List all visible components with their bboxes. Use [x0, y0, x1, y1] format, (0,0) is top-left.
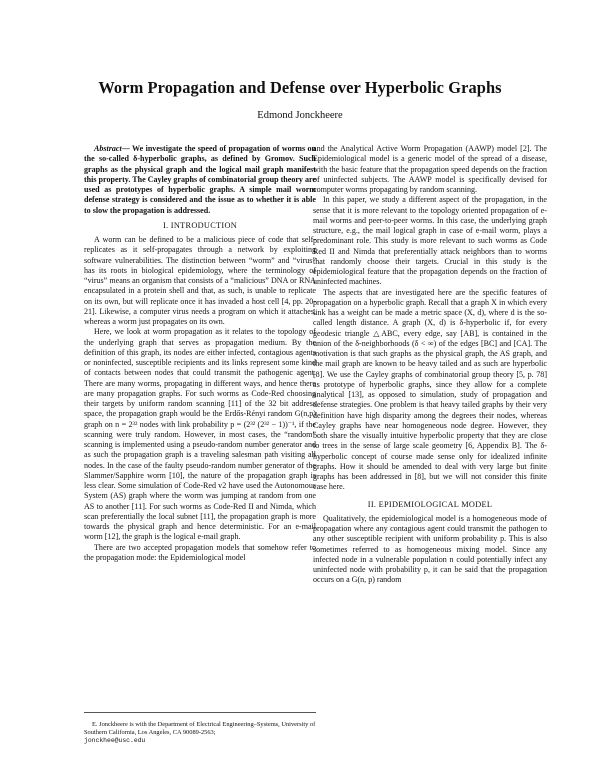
intro-paragraph-6: The aspects that are investigated here are the specific features of propagation on a hyperbolic graph. Recall that a graph X in which every link has a weight can be made a metric space (X, d), where d is the so-called length distance. A graph (X, d) is δ-hyperbolic if, for every geodesic triangle △ABC, every edge, say [AB], is contained in the union of the δ-neighborhoods (δ < ∞) of the edges [BC] and [CA]. The motivation is that such graphs as the physical graph, the AS graph, and the mail graph are known to be heavy tailed and as such are hyperbolic [8]. We use the Cayley graphs of combinatorial group theory [5, p. 78] as prototype of hyperbolic graphs, since they allow for a complete analytical [13], as opposed to simulation, study of propagation and defense strategies. One problem is that heavy tailed graphs by their very definition have high disparity among the degrees their nodes, whereas Cayley graphs have near homogeneous node degree. However, they both share the visually intuitive hyperbolic property that they are close to trees in the sense of large scale geometry [6, Appendix B]. The δ-hyperbolic concept of course made sense only for idealized infinite graphs. How it should be amended to deal with very large but finite graphs has been addressed in [8], but we will not consider this finite case here.: [313, 287, 547, 492]
model-paragraph-1: Qualitatively, the epidemiological model is a homogeneous mode of propagation where any contagious agent could transmit the pathogen to any other susceptible recipient with uniform probability p. This is also sometimes referred to as homogeneous mixing model. Since any infected node in a vulnerable population n could potentially infect any uninfected node with probability p, it can be said that the propagation occurs on a G(n, p) random: [313, 513, 547, 585]
paper-title: Worm Propagation and Defense over Hyperbolic Graphs: [98, 78, 502, 97]
abstract-lead: Abstract: [94, 144, 122, 153]
abstract: [84, 144, 316, 216]
footnote: [84, 712, 316, 746]
abstract-text: — We investigate the speed of propagation of worms on the so-called δ-hyperbolic graphs, as defined by Gromov. Such graphs as the physical graph and the logical mail graph manifest this property. The Cayley graphs of combinatorial group theory are used as prototypes of hyperbolic graphs. A simple mail worm defense strategy is considered and the issue as to whether it is able to slow the propagation is addressed.: [84, 144, 316, 215]
section-heading-introduction: I. INTRODUCTION: [162, 220, 238, 230]
intro-paragraph-2: Here, we look at worm propagation as it relates to the topology of the underlying graph that serves as propagation medium. By the definition of this graph, its nodes are either infected, contagious agents or noninfected, susceptible recipients and its links represent some kind of contacts between nodes that could transmit the pathogenic agent. There are many worms, propagating in different ways, and hence there are many propagation graphs. For such worms as Code-Red choosing their targets by uniform random scanning [11] of the 32 bit address space, the propagation graph would be the Erdős-Rényi random G(n,p) graph on n = 2³² nodes with link probability p = (2³² (2³² − 1))⁻¹, if the scanning were truly random. However, in most cases, the “random” scanning is implemented using a pseudo-random number generator and as such the propagation graph is a traveling salesman path visiting all nodes. In the case of the faulty pseudo-random number generator of the Slammer/Sapphire worm [10], the nature of the propagation graph is less clear. Some simulation of Code-Red v2 have used the Autonomous System (AS) graph where the worm was jumping at random from one AS to another [11]. For such worms as Code-Red II and Nimda, which scan preferentially the local subnet [11], the propagation graph is more towards the physical graph and hence deterministic. For an e-mail worm [12], the graph is the logical e-mail graph.: [84, 327, 316, 542]
right-column: [313, 144, 547, 586]
intro-paragraph-4: and the Analytical Active Worm Propagation (AAWP) model [2]. The Epidemiological model is a generic model of the spread of a disease, with the basic feature that the propagation speed depends on the fraction of uninfected subjects. The AAWP model is specifically devised for computer worms propagating by random scanning.: [313, 144, 547, 194]
intro-paragraph-5: In this paper, we study a different aspect of the propagation, in the sense that it is more relevant to the topology oriented propagation of e-mail worms and peer-to-peer worms. In this case, the underlying graph structure, e.g., the mail logical graph in case of e-mail worm, plays a predominant role. This study is more relevant to such worms as Code Red II and Nimda that preferentially attack neighbors than to worms that randomly choose their targets. Crucial in this study is the epidemiological feature that the propagation depends on the fraction of uninfected machines.: [313, 195, 547, 287]
footnote-email: jonckhee@usc.edu: [84, 737, 146, 745]
section-heading-epidemiological-model: II. EPIDEMIOLOGICAL MODEL: [367, 499, 493, 509]
paper-author: Edmond Jonckheere: [257, 110, 343, 121]
left-column: [84, 144, 316, 563]
intro-paragraph-3: There are two accepted propagation models that somehow refer to the propagation mode: the Epidemiological model: [84, 542, 316, 562]
intro-paragraph-1: A worm can be defined to be a malicious piece of code that self-replicates as it self-propagates through a network by exploiting software vulnerabilities. The distinction between “worm” and “virus” has its roots in biological epidemiology, where the terminology of “virus” means an organism that consists of a “malicious” DNA or RNA encapsulated in a protein shell and that, as such, is unable to replicate on its own, but will replicate once it has invaded a host cell [4, pp. 20-21]. Likewise, a computer virus needs a program on which it attaches, whereas a worm just propagates on its own.: [84, 235, 316, 326]
footnote-text: E. Jonckheere is with the Department of Electrical Engineering–Systems, University of Southern California, Los Angeles, CA 90089-2563;: [84, 721, 316, 737]
